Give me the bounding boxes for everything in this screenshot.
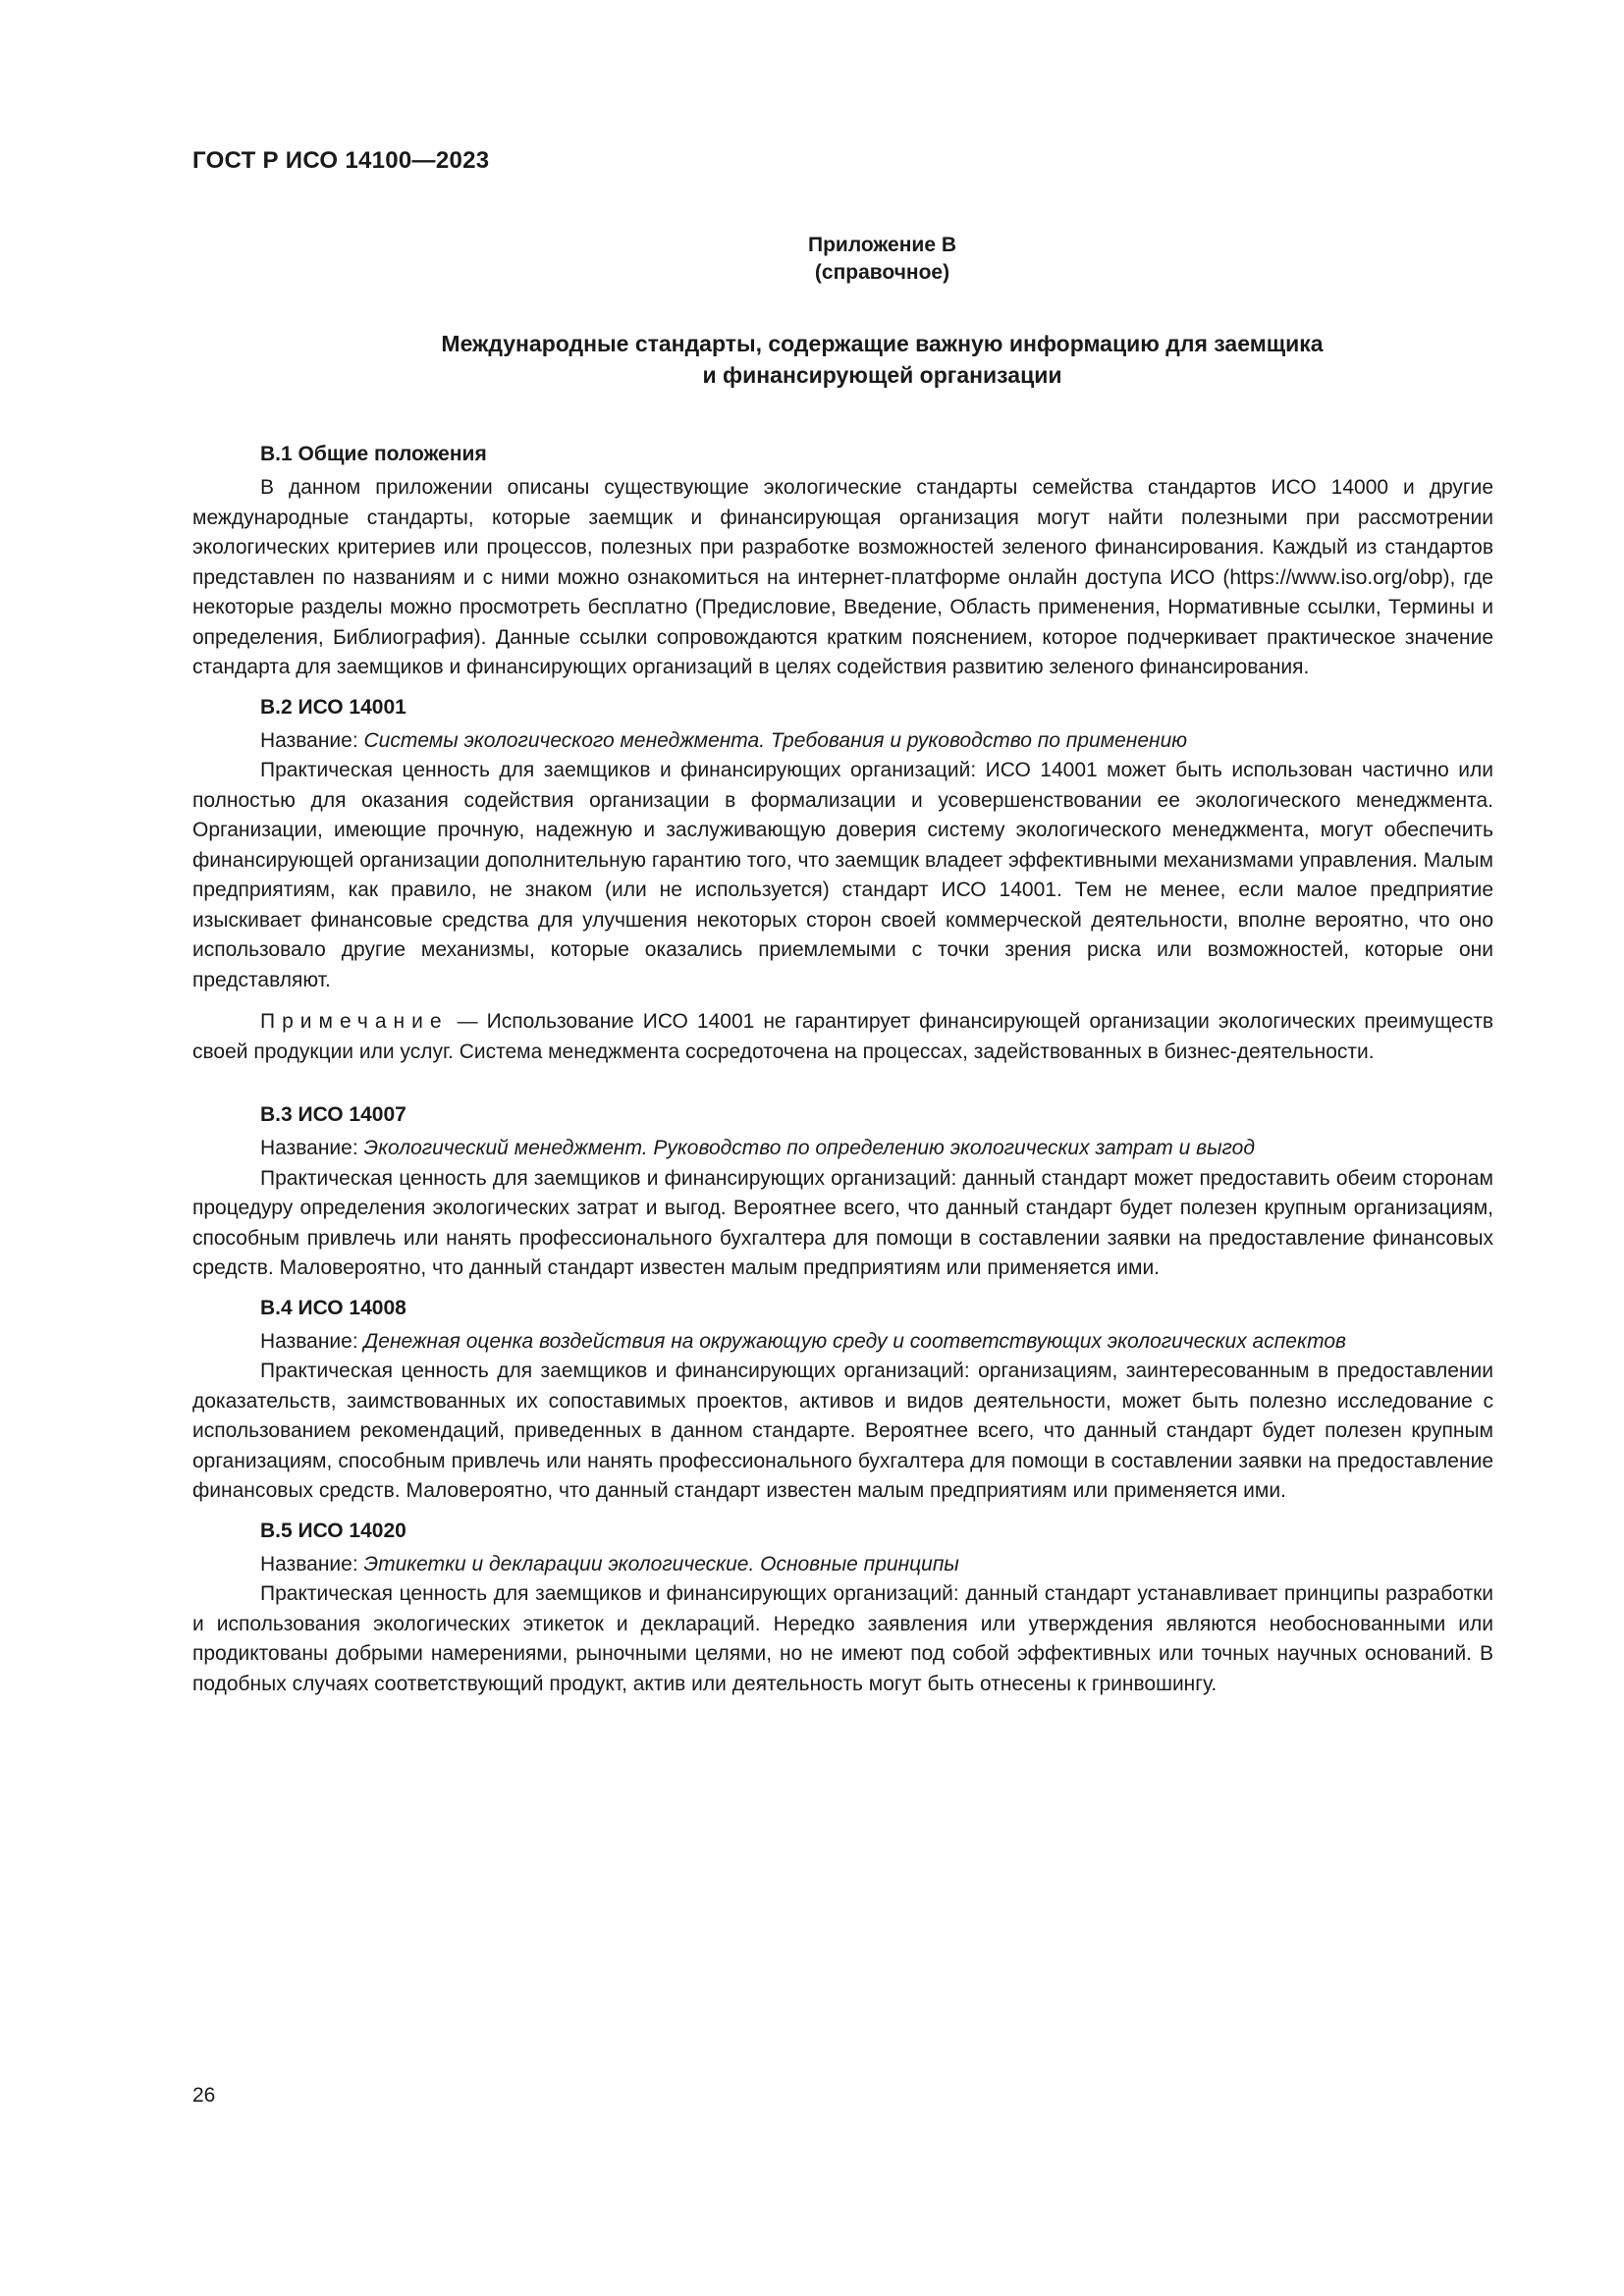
section-b1 bbox=[192, 440, 1493, 683]
section-b4 bbox=[192, 1294, 1493, 1507]
section-b5 bbox=[192, 1517, 1493, 1700]
note-label: Примечание bbox=[260, 1010, 449, 1033]
section-heading: В.2 ИСО 14001 bbox=[260, 695, 406, 719]
standard-name-line bbox=[192, 726, 1493, 757]
section-paragraph: Практическая ценность для заемщиков и финансирующих организаций: ИСО 14001 может быть использован частично или полностью для оказания содействия организации в формализации и усовершенствовании ее экологического менеджмента. Организации, имеющие прочную, надежную и заслуживающую доверия систему экологического менеджмента, могут обеспечить финансирующей организации дополнительную гарантию того, что заемщик владеет эффективными механизмами управления. Малым предприятиям, как правило, не знаком (или не используется) стандарт ИСО 14001. Тем не менее, если малое предприятие изыскивает финансовые средства для улучшения некоторых сторон своей коммерческой деятельности, вполне вероятно, что оно использовало другие механизмы, которые оказались приемлемыми с точки зрения риска или возможностей, которые они представляют. bbox=[192, 759, 1493, 991]
standard-name: Системы экологического менеджмента. Требования и руководство по применению bbox=[363, 728, 1188, 752]
annex-title-line-1: Международные стандарты, содержащие важную информацию для заемщика bbox=[441, 331, 1324, 356]
name-label: Название: bbox=[260, 1137, 364, 1159]
name-label: Название: bbox=[260, 1329, 364, 1353]
section-heading: В.3 ИСО 14007 bbox=[260, 1103, 406, 1126]
section-heading: В.4 ИСО 14008 bbox=[260, 1296, 406, 1319]
standard-name: Экологический менеджмент. Руководство по определению экологических затрат и выгод bbox=[363, 1137, 1255, 1159]
note-paragraph bbox=[192, 1007, 1493, 1067]
section-paragraph: Практическая ценность для заемщиков и финансирующих организаций: данный стандарт может предоставить обеим сторонам процедуру определения экологических затрат и выгод. Вероятнее всего, что данный стандарт будет полезен крупным организациям, способным привлечь или нанять профессионального бухгалтера для помощи в составлении заявки на предоставление финансовых средств. Маловероятно, что данный стандарт известен малым предприятиям или применяется ими. bbox=[192, 1166, 1493, 1279]
document-code: ГОСТ Р ИСО 14100—2023 bbox=[192, 147, 490, 174]
standard-name-line bbox=[192, 1134, 1493, 1164]
standard-name-line bbox=[192, 1327, 1493, 1358]
annex-title-line-2: и финансирующей организации bbox=[702, 362, 1062, 388]
section-paragraph: Практическая ценность для заемщиков и финансирующих организаций: данный стандарт устанавливает принципы разработки и использования экологических этикеток и деклараций. Нередко заявления или утверждения являются необоснованными или продиктованы добрыми намерениями, рыночными целями, но не имеют под собой эффективных или точных научных оснований. В подобных случаях соответствующий продукт, актив или деятельность могут быть отнесены к гринвошингу. bbox=[192, 1582, 1493, 1695]
note-text: Использование ИСО 14001 не гарантирует финансирующей организации экологических преимуществ своей продукции или услуг. Система менеджмента сосредоточена на процессах, задействованных в бизнес-деятельности. bbox=[192, 1010, 1493, 1063]
standard-name: Этикетки и декларации экологические. Основные принципы bbox=[363, 1552, 959, 1575]
name-label: Название: bbox=[260, 728, 364, 752]
standard-name-line bbox=[192, 1550, 1493, 1580]
section-heading: В.5 ИСО 14020 bbox=[260, 1519, 406, 1542]
section-b2 bbox=[192, 693, 1493, 1068]
standard-name: Денежная оценка воздействия на окружающую среду и соответствующих экологических аспектов bbox=[363, 1329, 1346, 1353]
note-dash: — bbox=[448, 1010, 487, 1033]
annex-title bbox=[271, 328, 1493, 391]
section-b3 bbox=[192, 1100, 1493, 1284]
section-paragraph: Практическая ценность для заемщиков и финансирующих организаций: организациям, заинтересованным в предоставлении доказательств, заимствованных их сопоставимых проектов, активов и видов деятельности, может быть полезно исследование с использованием рекомендаций, приведенных в данном стандарте. Вероятнее всего, что данный стандарт будет полезен крупным организациям, способным привлечь или нанять профессионального бухгалтера для помощи в составлении заявки на предоставление финансовых средств. Маловероятно, что данный стандарт известен малым предприятиям или применяется ими. bbox=[192, 1360, 1493, 1502]
page-number: 26 bbox=[192, 2084, 216, 2107]
section-paragraph: В данном приложении описаны существующие экологические стандарты семейства стандартов ИСО 14000 и другие международные стандарты, которые заемщик и финансирующая организация могут найти полезными при рассмотрении экологических критериев или процессов, полезных при разработке возможностей зеленого финансирования. Каждый из стандартов представлен по названиям и с ними можно ознакомиться на интернет-платформе онлайн доступа ИСО (https://www.iso.org/obp), где некоторые разделы можно просмотреть бесплатно (Предисловие, Введение, Область применения, Нормативные ссылки, Термины и определения, Библиография). Данные ссылки сопровождаются кратким пояснением, которое подчеркивает практическое значение стандарта для заемщиков и финансирующих организаций в целях содействия развитию зеленого финансирования. bbox=[192, 476, 1493, 678]
name-label: Название: bbox=[260, 1552, 364, 1575]
annex-type: (справочное) bbox=[814, 261, 950, 284]
annex-label: Приложение В bbox=[807, 234, 956, 256]
section-heading: В.1 Общие положения bbox=[260, 443, 487, 465]
document-page bbox=[192, 147, 1493, 1699]
